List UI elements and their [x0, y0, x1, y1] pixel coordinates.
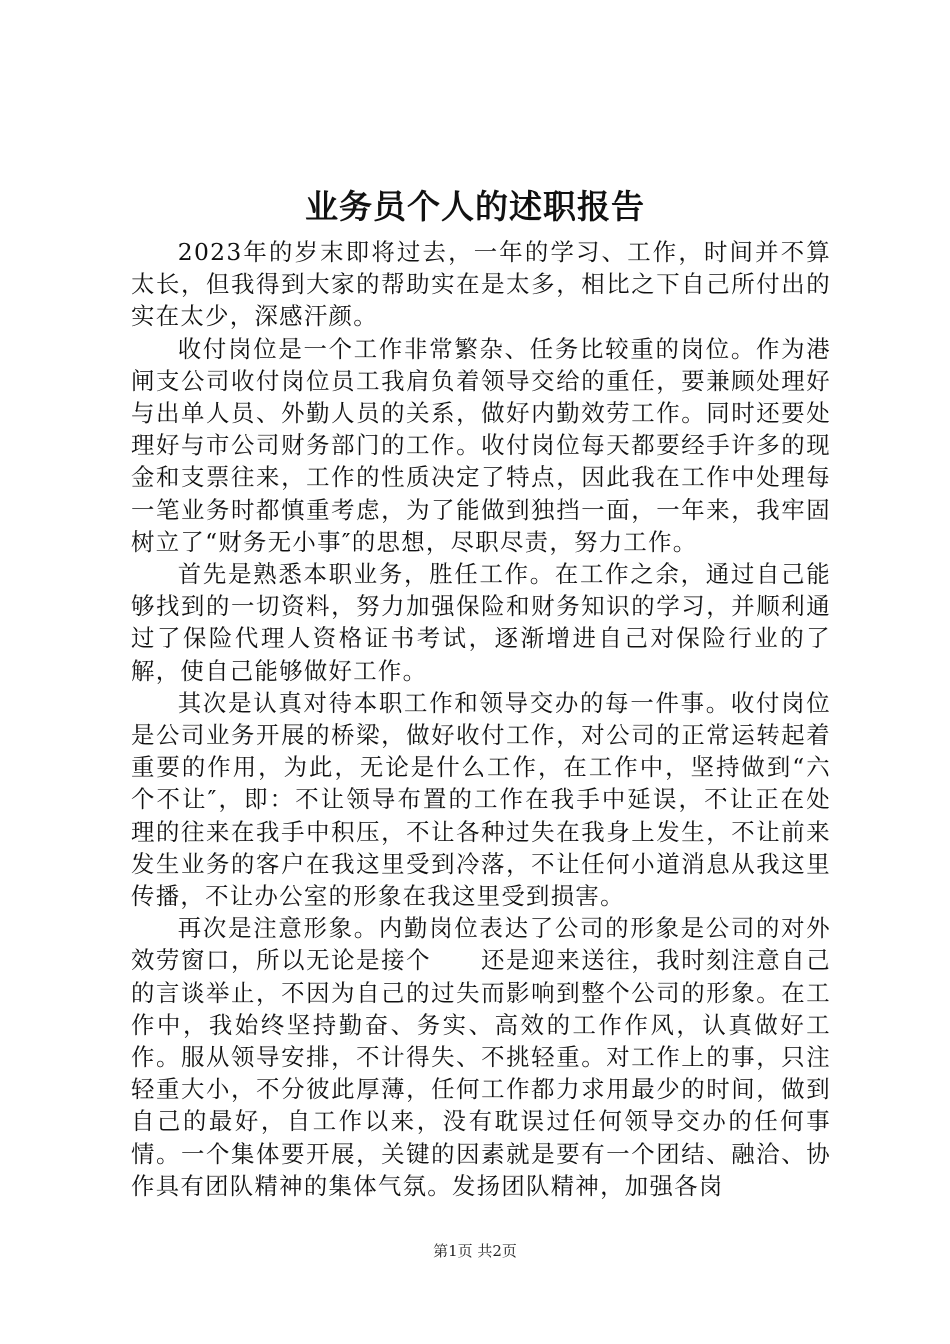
- document-title: 业务员个人的述职报告: [305, 187, 645, 226]
- page-number-footer: 第1页 共2页: [433, 1242, 517, 1260]
- paragraph-2: 收付岗位是一个工作非常繁杂、任务比较重的岗位。作为港闸支公司收付岗位员工我肩负着领导交给的重任，要兼顾处理好与出单人员、外勤人员的关系，做好内勤效劳工作。同时还要处理好与市公司财务部门的工作。收付岗位每天都要经手许多的现金和支票往来，工作的性质决定了特点，因此我在工作中处理每一笔业务时都慎重考虑，为了能做到独挡一面，一年来，我牢固树立了“财务无小事″的思想，尽职尽责，努力工作。: [131, 334, 831, 556]
- document-body: [131, 236, 831, 1202]
- paragraph-3: 首先是熟悉本职业务，胜任工作。在工作之余，通过自己能够找到的一切资料，努力加强保险和财务知识的学习，并顺利通过了保险代理人资格证书考试，逐渐增进自己对保险行业的了解，使自己能够做好工作。: [131, 560, 831, 685]
- paragraph-4: 其次是认真对待本职工作和领导交办的每一件事。收付岗位是公司业务开展的桥梁，做好收付工作，对公司的正常运转起着重要的作用，为此，无论是什么工作，在工作中，坚持做到“六个不让″，即：不让领导布置的工作在我手中延误，不让正在处理的往来在我手中积压，不让各种过失在我身上发生，不让前来发生业务的客户在我这里受到冷落，不让任何小道消息从我这里传播，不让办公室的形象在我这里受到损害。: [131, 688, 831, 911]
- paragraph-1: 2023年的岁末即将过去，一年的学习、工作，时间并不算太长，但我得到大家的帮助实在是太多，相比之下自己所付出的实在太少，深感汗颜。: [131, 238, 831, 331]
- paragraph-5: 再次是注意形象。内勤岗位表达了公司的形象是公司的对外效劳窗口，所以无论是接个 还是迎来送往，我时刻注意自己的言谈举止，不因为自己的过失而影响到整个公司的形象。在工作中，我始终坚持勤奋、务实、高效的工作作风，认真做好工作。服从领导安排，不计得失、不挑轻重。对工作上的事，只注轻重大小，不分彼此厚薄，任何工作都力求用最少的时间，做到自己的最好，自工作以来，没有耽误过任何领导交办的任何事情。一个集体要开展，关键的因素就是要有一个团结、融洽、协作具有团队精神的集体气氛。发扬团队精神，加强各岗: [131, 914, 831, 1200]
